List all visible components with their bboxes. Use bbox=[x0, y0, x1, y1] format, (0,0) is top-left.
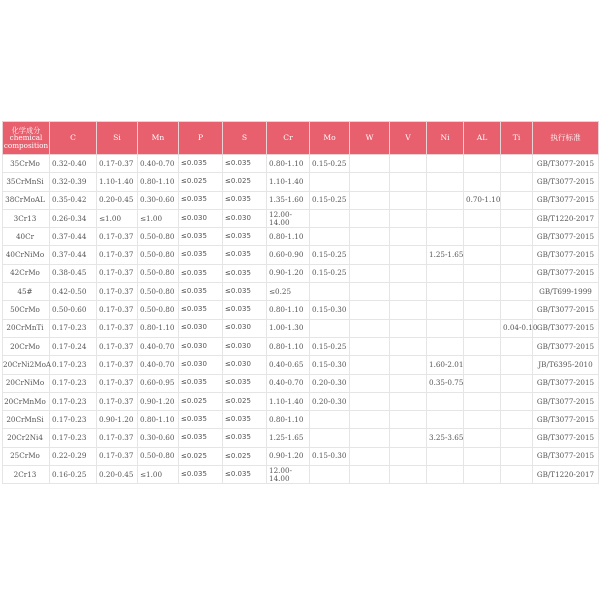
cell-grade: 25CrMo bbox=[3, 447, 50, 465]
cell-al bbox=[464, 356, 501, 374]
cell-v bbox=[390, 191, 427, 209]
cell-c: 0.17-0.23 bbox=[50, 392, 97, 410]
cell-w bbox=[350, 283, 390, 301]
cell-si: 0.17-0.37 bbox=[97, 392, 138, 410]
cell-mo bbox=[310, 429, 350, 447]
cell-cr: 12.00-14.00 bbox=[267, 466, 310, 484]
cell-si: 0.17-0.37 bbox=[97, 447, 138, 465]
cell-p: ≤0.025 bbox=[179, 392, 223, 410]
header-s: S bbox=[223, 122, 267, 155]
cell-s: ≤0.035 bbox=[223, 429, 267, 447]
cell-si: 0.17-0.37 bbox=[97, 264, 138, 282]
cell-mo: 0.20-0.30 bbox=[310, 392, 350, 410]
cell-si: 0.17-0.37 bbox=[97, 246, 138, 264]
cell-ti bbox=[501, 191, 533, 209]
table-row bbox=[3, 264, 599, 282]
cell-cr: 1.25-1.65 bbox=[267, 429, 310, 447]
cell-v bbox=[390, 173, 427, 191]
cell-w bbox=[350, 411, 390, 429]
cell-grade: 20Cr2Ni4 bbox=[3, 429, 50, 447]
cell-mn: 0.50-0.80 bbox=[138, 301, 179, 319]
header-w: W bbox=[350, 122, 390, 155]
table-header-row bbox=[3, 122, 599, 155]
cell-s: ≤0.035 bbox=[223, 411, 267, 429]
cell-grade: 20CrMnSi bbox=[3, 411, 50, 429]
cell-mn: 0.40-0.70 bbox=[138, 356, 179, 374]
cell-cr: 0.90-1.20 bbox=[267, 264, 310, 282]
cell-p: ≤0.030 bbox=[179, 319, 223, 337]
cell-c: 0.16-0.25 bbox=[50, 466, 97, 484]
cell-si: 0.17-0.37 bbox=[97, 319, 138, 337]
table-row bbox=[3, 429, 599, 447]
cell-mn: ≤1.00 bbox=[138, 209, 179, 227]
table-row bbox=[3, 374, 599, 392]
cell-mo: 0.15-0.30 bbox=[310, 301, 350, 319]
cell-al bbox=[464, 319, 501, 337]
cell-grade: 40Cr bbox=[3, 228, 50, 246]
cell-ti bbox=[501, 466, 533, 484]
cell-cr: 0.60-0.90 bbox=[267, 246, 310, 264]
cell-ti bbox=[501, 264, 533, 282]
cell-mo bbox=[310, 466, 350, 484]
header-p: P bbox=[179, 122, 223, 155]
cell-standard: GB/T3077-2015 bbox=[533, 319, 599, 337]
cell-v bbox=[390, 392, 427, 410]
cell-si: 0.90-1.20 bbox=[97, 411, 138, 429]
cell-p: ≤0.025 bbox=[179, 173, 223, 191]
cell-grade: 20CrMnMo bbox=[3, 392, 50, 410]
cell-w bbox=[350, 246, 390, 264]
cell-mo bbox=[310, 228, 350, 246]
cell-s: ≤0.030 bbox=[223, 337, 267, 355]
cell-v bbox=[390, 246, 427, 264]
cell-v bbox=[390, 356, 427, 374]
cell-s: ≤0.035 bbox=[223, 155, 267, 173]
cell-si: 0.17-0.37 bbox=[97, 374, 138, 392]
cell-v bbox=[390, 209, 427, 227]
cell-standard: GB/T3077-2015 bbox=[533, 246, 599, 264]
cell-ni bbox=[427, 411, 464, 429]
cell-mn: ≤1.00 bbox=[138, 466, 179, 484]
cell-v bbox=[390, 374, 427, 392]
table-row bbox=[3, 209, 599, 227]
cell-p: ≤0.035 bbox=[179, 301, 223, 319]
header-ni: Ni bbox=[427, 122, 464, 155]
table-row bbox=[3, 447, 599, 465]
cell-w bbox=[350, 301, 390, 319]
cell-standard: GB/T3077-2015 bbox=[533, 155, 599, 173]
cell-mn: 0.50-0.80 bbox=[138, 264, 179, 282]
cell-cr: 0.90-1.20 bbox=[267, 447, 310, 465]
cell-ni bbox=[427, 392, 464, 410]
cell-mn: 0.50-0.80 bbox=[138, 447, 179, 465]
cell-s: ≤0.035 bbox=[223, 264, 267, 282]
cell-s: ≤0.035 bbox=[223, 466, 267, 484]
cell-ni bbox=[427, 283, 464, 301]
header-cr: Cr bbox=[267, 122, 310, 155]
header-mo: Mo bbox=[310, 122, 350, 155]
cell-cr: ≤0.25 bbox=[267, 283, 310, 301]
header-si: Si bbox=[97, 122, 138, 155]
cell-c: 0.17-0.23 bbox=[50, 374, 97, 392]
cell-s: ≤0.025 bbox=[223, 447, 267, 465]
cell-cr: 0.80-1.10 bbox=[267, 228, 310, 246]
cell-si: 0.17-0.37 bbox=[97, 228, 138, 246]
cell-ni bbox=[427, 191, 464, 209]
cell-mo: 0.15-0.25 bbox=[310, 264, 350, 282]
cell-ni bbox=[427, 264, 464, 282]
cell-si: 0.17-0.37 bbox=[97, 155, 138, 173]
cell-grade: 2Cr13 bbox=[3, 466, 50, 484]
cell-ti bbox=[501, 374, 533, 392]
cell-c: 0.17-0.23 bbox=[50, 429, 97, 447]
cell-standard: GB/T3077-2015 bbox=[533, 392, 599, 410]
cell-si: 0.17-0.37 bbox=[97, 283, 138, 301]
cell-s: ≤0.030 bbox=[223, 209, 267, 227]
cell-v bbox=[390, 283, 427, 301]
cell-mn: 0.50-0.80 bbox=[138, 283, 179, 301]
header-v: V bbox=[390, 122, 427, 155]
header-composition-en: chemical composition bbox=[3, 133, 49, 150]
cell-ti bbox=[501, 356, 533, 374]
cell-si: 0.17-0.37 bbox=[97, 429, 138, 447]
cell-ni: 1.60-2.01 bbox=[427, 356, 464, 374]
cell-w bbox=[350, 228, 390, 246]
cell-cr: 0.40-0.70 bbox=[267, 374, 310, 392]
cell-standard: GB/T3077-2015 bbox=[533, 447, 599, 465]
chemical-composition-table bbox=[2, 121, 599, 484]
cell-grade: 20CrNiMo bbox=[3, 374, 50, 392]
header-ti: Ti bbox=[501, 122, 533, 155]
cell-mo bbox=[310, 319, 350, 337]
cell-p: ≤0.035 bbox=[179, 191, 223, 209]
cell-al bbox=[464, 155, 501, 173]
cell-mo: 0.15-0.25 bbox=[310, 337, 350, 355]
table-row bbox=[3, 319, 599, 337]
cell-cr: 1.10-1.40 bbox=[267, 173, 310, 191]
cell-s: ≤0.035 bbox=[223, 374, 267, 392]
cell-c: 0.22-0.29 bbox=[50, 447, 97, 465]
cell-mn: 0.80-1.10 bbox=[138, 173, 179, 191]
table-row bbox=[3, 392, 599, 410]
cell-p: ≤0.035 bbox=[179, 155, 223, 173]
cell-cr: 0.80-1.10 bbox=[267, 301, 310, 319]
cell-c: 0.37-0.44 bbox=[50, 228, 97, 246]
cell-c: 0.32-0.40 bbox=[50, 155, 97, 173]
cell-mo bbox=[310, 283, 350, 301]
cell-standard: GB/T3077-2015 bbox=[533, 173, 599, 191]
cell-ti bbox=[501, 447, 533, 465]
cell-ni bbox=[427, 301, 464, 319]
header-mn: Mn bbox=[138, 122, 179, 155]
cell-al bbox=[464, 264, 501, 282]
cell-al bbox=[464, 337, 501, 355]
cell-v bbox=[390, 301, 427, 319]
cell-p: ≤0.035 bbox=[179, 264, 223, 282]
cell-c: 0.17-0.24 bbox=[50, 337, 97, 355]
header-composition bbox=[3, 122, 50, 155]
cell-v bbox=[390, 466, 427, 484]
cell-p: ≤0.030 bbox=[179, 337, 223, 355]
cell-s: ≤0.030 bbox=[223, 319, 267, 337]
cell-p: ≤0.030 bbox=[179, 356, 223, 374]
cell-al bbox=[464, 301, 501, 319]
cell-mo: 0.15-0.30 bbox=[310, 447, 350, 465]
cell-w bbox=[350, 191, 390, 209]
cell-standard: GB/T3077-2015 bbox=[533, 429, 599, 447]
cell-s: ≤0.035 bbox=[223, 228, 267, 246]
cell-standard: GB/T3077-2015 bbox=[533, 337, 599, 355]
table-row bbox=[3, 191, 599, 209]
cell-grade: 20CrNi2MoA bbox=[3, 356, 50, 374]
cell-mn: 0.30-0.60 bbox=[138, 191, 179, 209]
cell-p: ≤0.035 bbox=[179, 429, 223, 447]
cell-s: ≤0.035 bbox=[223, 283, 267, 301]
cell-mn: 0.50-0.80 bbox=[138, 228, 179, 246]
cell-si: 0.17-0.37 bbox=[97, 337, 138, 355]
cell-al bbox=[464, 228, 501, 246]
cell-standard: GB/T3077-2015 bbox=[533, 191, 599, 209]
cell-s: ≤0.035 bbox=[223, 246, 267, 264]
cell-p: ≤0.035 bbox=[179, 228, 223, 246]
cell-mo bbox=[310, 173, 350, 191]
table-row bbox=[3, 411, 599, 429]
cell-grade: 50CrMo bbox=[3, 301, 50, 319]
cell-standard: GB/T3077-2015 bbox=[533, 301, 599, 319]
header-standard: 执行标准 bbox=[533, 122, 599, 155]
cell-grade: 3Cr13 bbox=[3, 209, 50, 227]
cell-si: 0.20-0.45 bbox=[97, 466, 138, 484]
cell-al bbox=[464, 411, 501, 429]
cell-w bbox=[350, 466, 390, 484]
cell-al bbox=[464, 173, 501, 191]
cell-mo: 0.15-0.30 bbox=[310, 356, 350, 374]
cell-al bbox=[464, 283, 501, 301]
cell-standard: GB/T1220-2017 bbox=[533, 466, 599, 484]
cell-mn: 0.40-0.70 bbox=[138, 337, 179, 355]
cell-c: 0.42-0.50 bbox=[50, 283, 97, 301]
cell-standard: GB/T1220-2017 bbox=[533, 209, 599, 227]
cell-ni bbox=[427, 155, 464, 173]
cell-ti bbox=[501, 209, 533, 227]
cell-cr: 12.00-14.00 bbox=[267, 209, 310, 227]
cell-si: 0.20-0.45 bbox=[97, 191, 138, 209]
cell-al bbox=[464, 374, 501, 392]
table-row bbox=[3, 301, 599, 319]
cell-ni: 1.25-1.65 bbox=[427, 246, 464, 264]
cell-ti bbox=[501, 283, 533, 301]
cell-mn: 0.40-0.70 bbox=[138, 155, 179, 173]
cell-c: 0.26-0.34 bbox=[50, 209, 97, 227]
cell-al bbox=[464, 392, 501, 410]
cell-cr: 0.80-1.10 bbox=[267, 337, 310, 355]
cell-p: ≤0.030 bbox=[179, 209, 223, 227]
cell-si: ≤1.00 bbox=[97, 209, 138, 227]
cell-mo: 0.15-0.25 bbox=[310, 191, 350, 209]
cell-ti bbox=[501, 337, 533, 355]
header-c: C bbox=[50, 122, 97, 155]
cell-cr: 0.80-1.10 bbox=[267, 155, 310, 173]
cell-p: ≤0.035 bbox=[179, 283, 223, 301]
cell-cr: 0.40-0.65 bbox=[267, 356, 310, 374]
header-composition-cn: 化学成分 bbox=[11, 125, 41, 135]
composition-table-wrapper bbox=[2, 121, 598, 484]
cell-w bbox=[350, 173, 390, 191]
cell-v bbox=[390, 319, 427, 337]
cell-mo: 0.15-0.25 bbox=[310, 246, 350, 264]
cell-s: ≤0.035 bbox=[223, 191, 267, 209]
cell-si: 0.17-0.37 bbox=[97, 356, 138, 374]
cell-al bbox=[464, 447, 501, 465]
cell-al bbox=[464, 429, 501, 447]
cell-cr: 1.10-1.40 bbox=[267, 392, 310, 410]
cell-ni bbox=[427, 466, 464, 484]
cell-c: 0.17-0.23 bbox=[50, 356, 97, 374]
cell-ni: 0.35-0.75 bbox=[427, 374, 464, 392]
cell-w bbox=[350, 447, 390, 465]
cell-ti bbox=[501, 429, 533, 447]
cell-mn: 0.90-1.20 bbox=[138, 392, 179, 410]
cell-si: 1.10-1.40 bbox=[97, 173, 138, 191]
cell-v bbox=[390, 337, 427, 355]
cell-al: 0.70-1.10 bbox=[464, 191, 501, 209]
cell-c: 0.50-0.60 bbox=[50, 301, 97, 319]
cell-al bbox=[464, 246, 501, 264]
cell-w bbox=[350, 155, 390, 173]
cell-grade: 20CrMnTi bbox=[3, 319, 50, 337]
cell-ti bbox=[501, 392, 533, 410]
cell-grade: 35CrMo bbox=[3, 155, 50, 173]
cell-ni bbox=[427, 337, 464, 355]
cell-w bbox=[350, 392, 390, 410]
cell-w bbox=[350, 209, 390, 227]
table-row bbox=[3, 283, 599, 301]
cell-s: ≤0.035 bbox=[223, 301, 267, 319]
cell-c: 0.32-0.39 bbox=[50, 173, 97, 191]
cell-c: 0.37-0.44 bbox=[50, 246, 97, 264]
cell-ni: 3.25-3.65 bbox=[427, 429, 464, 447]
cell-v bbox=[390, 429, 427, 447]
cell-ti bbox=[501, 301, 533, 319]
cell-si: 0.17-0.37 bbox=[97, 301, 138, 319]
cell-v bbox=[390, 155, 427, 173]
cell-p: ≤0.025 bbox=[179, 447, 223, 465]
cell-standard: GB/T3077-2015 bbox=[533, 374, 599, 392]
cell-standard: GB/T3077-2015 bbox=[533, 264, 599, 282]
cell-standard: GB/T699-1999 bbox=[533, 283, 599, 301]
cell-mn: 0.80-1.10 bbox=[138, 319, 179, 337]
cell-v bbox=[390, 411, 427, 429]
cell-mn: 0.80-1.10 bbox=[138, 411, 179, 429]
cell-ni bbox=[427, 228, 464, 246]
cell-ni bbox=[427, 173, 464, 191]
cell-w bbox=[350, 319, 390, 337]
cell-p: ≤0.035 bbox=[179, 246, 223, 264]
cell-cr: 0.80-1.10 bbox=[267, 411, 310, 429]
cell-ti bbox=[501, 173, 533, 191]
cell-s: ≤0.025 bbox=[223, 392, 267, 410]
cell-c: 0.35-0.42 bbox=[50, 191, 97, 209]
table-row bbox=[3, 356, 599, 374]
cell-c: 0.17-0.23 bbox=[50, 411, 97, 429]
cell-al bbox=[464, 466, 501, 484]
cell-mn: 0.30-0.60 bbox=[138, 429, 179, 447]
cell-mn: 0.60-0.95 bbox=[138, 374, 179, 392]
cell-ti bbox=[501, 228, 533, 246]
cell-p: ≤0.035 bbox=[179, 466, 223, 484]
table-row bbox=[3, 155, 599, 173]
cell-c: 0.17-0.23 bbox=[50, 319, 97, 337]
cell-p: ≤0.035 bbox=[179, 411, 223, 429]
cell-grade: 38CrMoAL bbox=[3, 191, 50, 209]
header-al: AL bbox=[464, 122, 501, 155]
table-body bbox=[3, 155, 599, 484]
cell-ni bbox=[427, 447, 464, 465]
cell-mo bbox=[310, 411, 350, 429]
cell-mn: 0.50-0.80 bbox=[138, 246, 179, 264]
cell-v bbox=[390, 228, 427, 246]
cell-w bbox=[350, 264, 390, 282]
table-row bbox=[3, 228, 599, 246]
cell-ni bbox=[427, 209, 464, 227]
cell-v bbox=[390, 264, 427, 282]
table-row bbox=[3, 173, 599, 191]
cell-w bbox=[350, 429, 390, 447]
cell-cr: 1.35-1.60 bbox=[267, 191, 310, 209]
table-row bbox=[3, 337, 599, 355]
table-row bbox=[3, 246, 599, 264]
cell-ti bbox=[501, 246, 533, 264]
cell-standard: GB/T3077-2015 bbox=[533, 228, 599, 246]
cell-al bbox=[464, 209, 501, 227]
cell-c: 0.38-0.45 bbox=[50, 264, 97, 282]
cell-grade: 35CrMnSi bbox=[3, 173, 50, 191]
cell-p: ≤0.035 bbox=[179, 374, 223, 392]
cell-ni bbox=[427, 319, 464, 337]
cell-w bbox=[350, 374, 390, 392]
cell-standard: GB/T3077-2015 bbox=[533, 411, 599, 429]
cell-w bbox=[350, 356, 390, 374]
cell-mo: 0.20-0.30 bbox=[310, 374, 350, 392]
cell-mo: 0.15-0.25 bbox=[310, 155, 350, 173]
cell-grade: 42CrMo bbox=[3, 264, 50, 282]
cell-grade: 20CrMo bbox=[3, 337, 50, 355]
cell-standard: JB/T6395-2010 bbox=[533, 356, 599, 374]
cell-s: ≤0.030 bbox=[223, 356, 267, 374]
cell-ti bbox=[501, 411, 533, 429]
table-row bbox=[3, 466, 599, 484]
cell-ti: 0.04-0.10 bbox=[501, 319, 533, 337]
cell-s: ≤0.025 bbox=[223, 173, 267, 191]
cell-v bbox=[390, 447, 427, 465]
cell-ti bbox=[501, 155, 533, 173]
cell-w bbox=[350, 337, 390, 355]
cell-mo bbox=[310, 209, 350, 227]
cell-cr: 1.00-1.30 bbox=[267, 319, 310, 337]
cell-grade: 40CrNiMo bbox=[3, 246, 50, 264]
cell-grade: 45# bbox=[3, 283, 50, 301]
